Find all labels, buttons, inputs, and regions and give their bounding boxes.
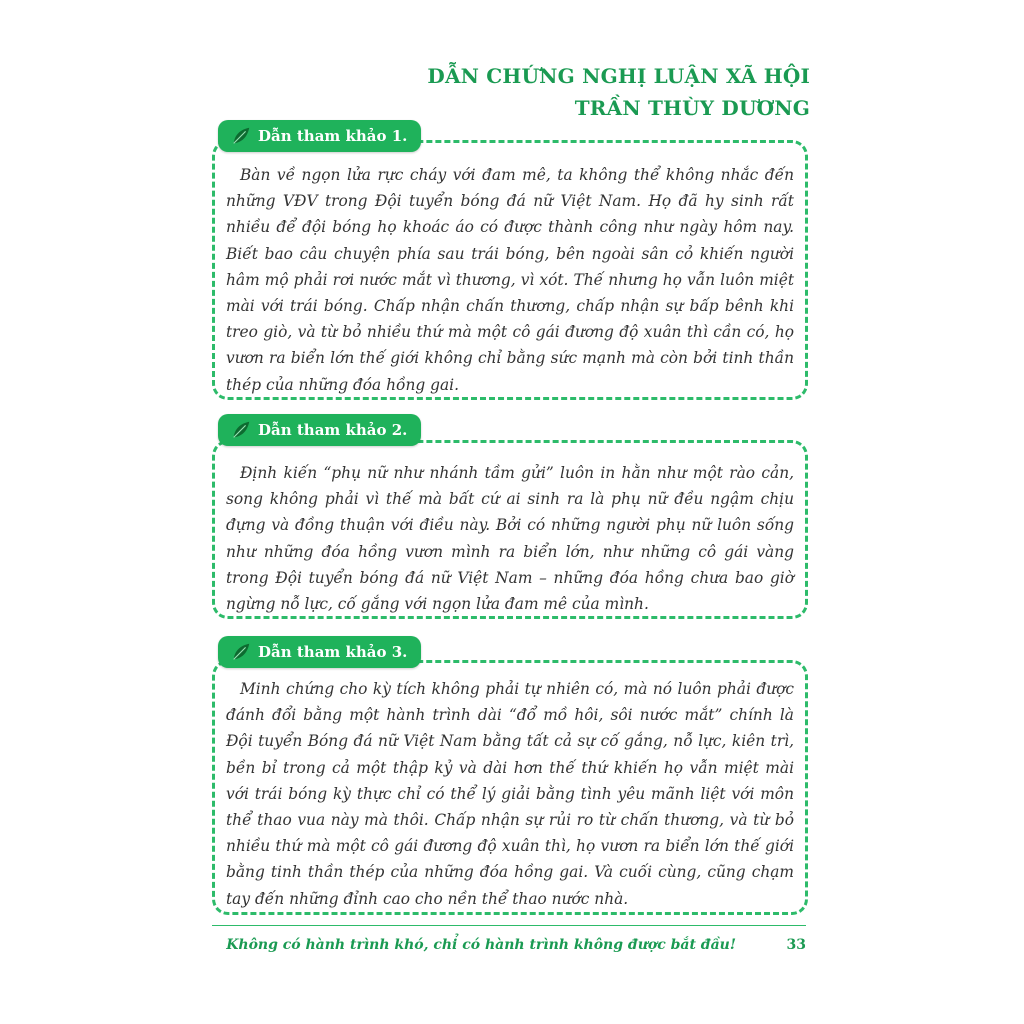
footer-divider	[212, 925, 806, 926]
section-1-text: Bàn về ngọn lửa rực cháy với đam mê, ta không thể không nhắc đến những VĐV trong Đội tuyển bóng đá nữ Việt Nam. Họ đã hy sinh rất nhiều để đội bóng họ khoác áo có được thành công như ngày hôm nay. Biết bao câu chuyện phía sau trái bóng, bên ngoài sân cỏ khiến người hâm mộ phải rơi nước mắt vì thương, vì xót. Thế nhưng họ vẫn luôn miệt mài với trái bóng. Chấp nhận chấn thương, chấp nhận sự bấp bênh khi treo giò, và từ bỏ nhiều thứ mà một cô gái đương độ xuân thì cần có, họ vươn ra biển lớn thế giới không chỉ bằng sức mạnh mà còn bởi tinh thần thép của những đóa hồng gai.	[226, 166, 794, 394]
section-2-text: Định kiến “phụ nữ như nhánh tầm gửi” luôn in hằn như một rào cản, song không phải vì thế mà bất cứ ai sinh ra là phụ nữ đều ngậm chịu đựng và đồng thuận với điều này. Bởi có những người phụ nữ luôn sống như những đóa hồng vươn mình ra biển lớn, như những cô gái vàng trong Đội tuyển bóng đá nữ Việt Nam – những đóa hồng chưa bao giờ ngừng nỗ lực, cố gắng với ngọn lửa đam mê của mình.	[226, 464, 794, 614]
section-label-text: Dẫn tham khảo 2.	[258, 421, 408, 439]
page-header	[427, 60, 810, 124]
footer-quote: Không có hành trình khó, chỉ có hành trình không được bắt đầu!	[226, 937, 736, 953]
page-number: 33	[786, 937, 806, 953]
leaf-icon	[230, 419, 252, 441]
header-author: TRẦN THÙY DƯƠNG	[574, 96, 810, 120]
leaf-icon	[230, 125, 252, 147]
section-3-text: Minh chứng cho kỳ tích không phải tự nhiên có, mà nó luôn phải được đánh đổi bằng một hành trình dài “đổ mồ hôi, sôi nước mắt” chính là Đội tuyển Bóng đá nữ Việt Nam bằng tất cả sự cố gắng, nỗ lực, kiên trì, bền bỉ trong cả một thập kỷ và dài hơn thế thứ khiến họ vẫn miệt mài với trái bóng kỳ thực chỉ có thể lý giải bằng tình yêu mãnh liệt với môn thể thao vua này mà thôi. Chấp nhận sự rủi ro từ chấn thương, và từ bỏ nhiều thứ mà một cô gái đương độ xuân thì, họ vươn ra biển lớn thế giới bằng tinh thần thép của những đóa hồng gai. Và cuối cùng, cũng chạm tay đến những đỉnh cao cho nền thể thao nước nhà.	[226, 680, 794, 908]
section-1-label	[218, 120, 421, 152]
section-3-label	[218, 636, 421, 668]
section-label-text: Dẫn tham khảo 3.	[258, 643, 408, 661]
section-2-label	[218, 414, 421, 446]
header-title: DẪN CHỨNG NGHỊ LUẬN XÃ HỘI	[427, 64, 810, 88]
section-label-text: Dẫn tham khảo 1.	[258, 127, 408, 145]
leaf-icon	[230, 641, 252, 663]
